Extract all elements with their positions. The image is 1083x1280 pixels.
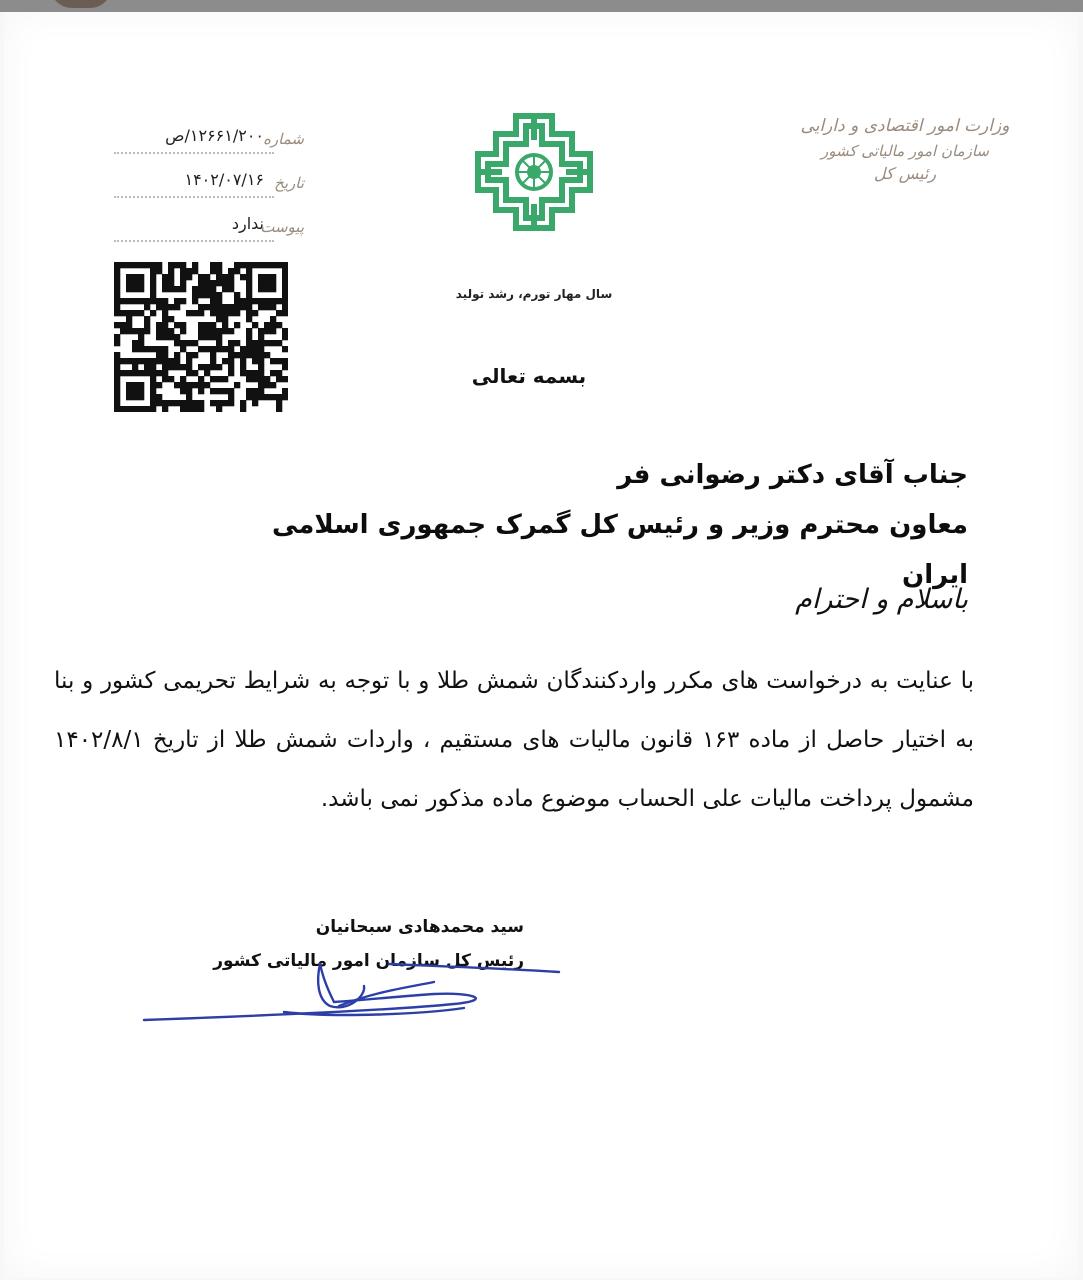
number-value: ۱۲۶۶۱/۲۰۰/ص [165,126,264,145]
ministry-name: وزارت امور اقتصادی و دارایی [800,116,1010,136]
dotted-line [114,240,274,242]
greeting: باسلام و احترام [795,584,968,615]
organization-emblem-icon [472,110,596,234]
attachment-label: پیوست [260,218,304,236]
letter-body: با عنایت به درخواست های مکرر واردکنندگان شمش طلا و با توجه به شرایط تحریمی کشور و بنا به اختیار حاصل از ماده ۱۶۳ قانون مالیات های مستقیم ، واردات شمش طلا از تاریخ ۱۴۰۲/۸/۱ مشمول پرداخت مالیات علی الحساب موضوع ماده مذکور نمی باشد. [54,668,974,812]
bismillah-heading: بسمه تعالی [471,364,587,388]
meta-date-row [94,168,304,212]
top-bar [0,0,1083,12]
office-title: رئیس کل [873,164,937,183]
meta-number-row [94,124,304,168]
meta-attachment-row [94,212,304,256]
number-label: شماره [263,130,304,148]
recipient-name: جناب آقای دکتر رضوانی فر [617,460,968,490]
signer-position: رئیس کل سازمان امور مالیاتی کشور [213,951,524,971]
year-slogan: سال مهار تورم، رشد تولید [455,287,613,301]
date-label: تاریخ [274,174,304,192]
signer-name: سید محمدهادی سبحانیان [315,917,524,937]
attachment-value: ندارد [231,214,264,233]
letterhead-ministry [790,114,1020,186]
organization-name: سازمان امور مالیاتی کشور [821,141,989,160]
letter-page [4,12,1078,1278]
recipient-block [268,450,968,600]
recipient-title: معاون محترم وزیر و رئیس کل گمرک جمهوری اسلامی ایران [271,510,968,590]
qr-code-icon [114,262,288,412]
date-value: ۱۴۰۲/۰۷/۱۶ [184,170,264,189]
handwritten-signature-icon [134,942,574,1037]
letter-meta [94,124,304,256]
dotted-line [114,196,274,198]
dotted-line [114,152,274,154]
